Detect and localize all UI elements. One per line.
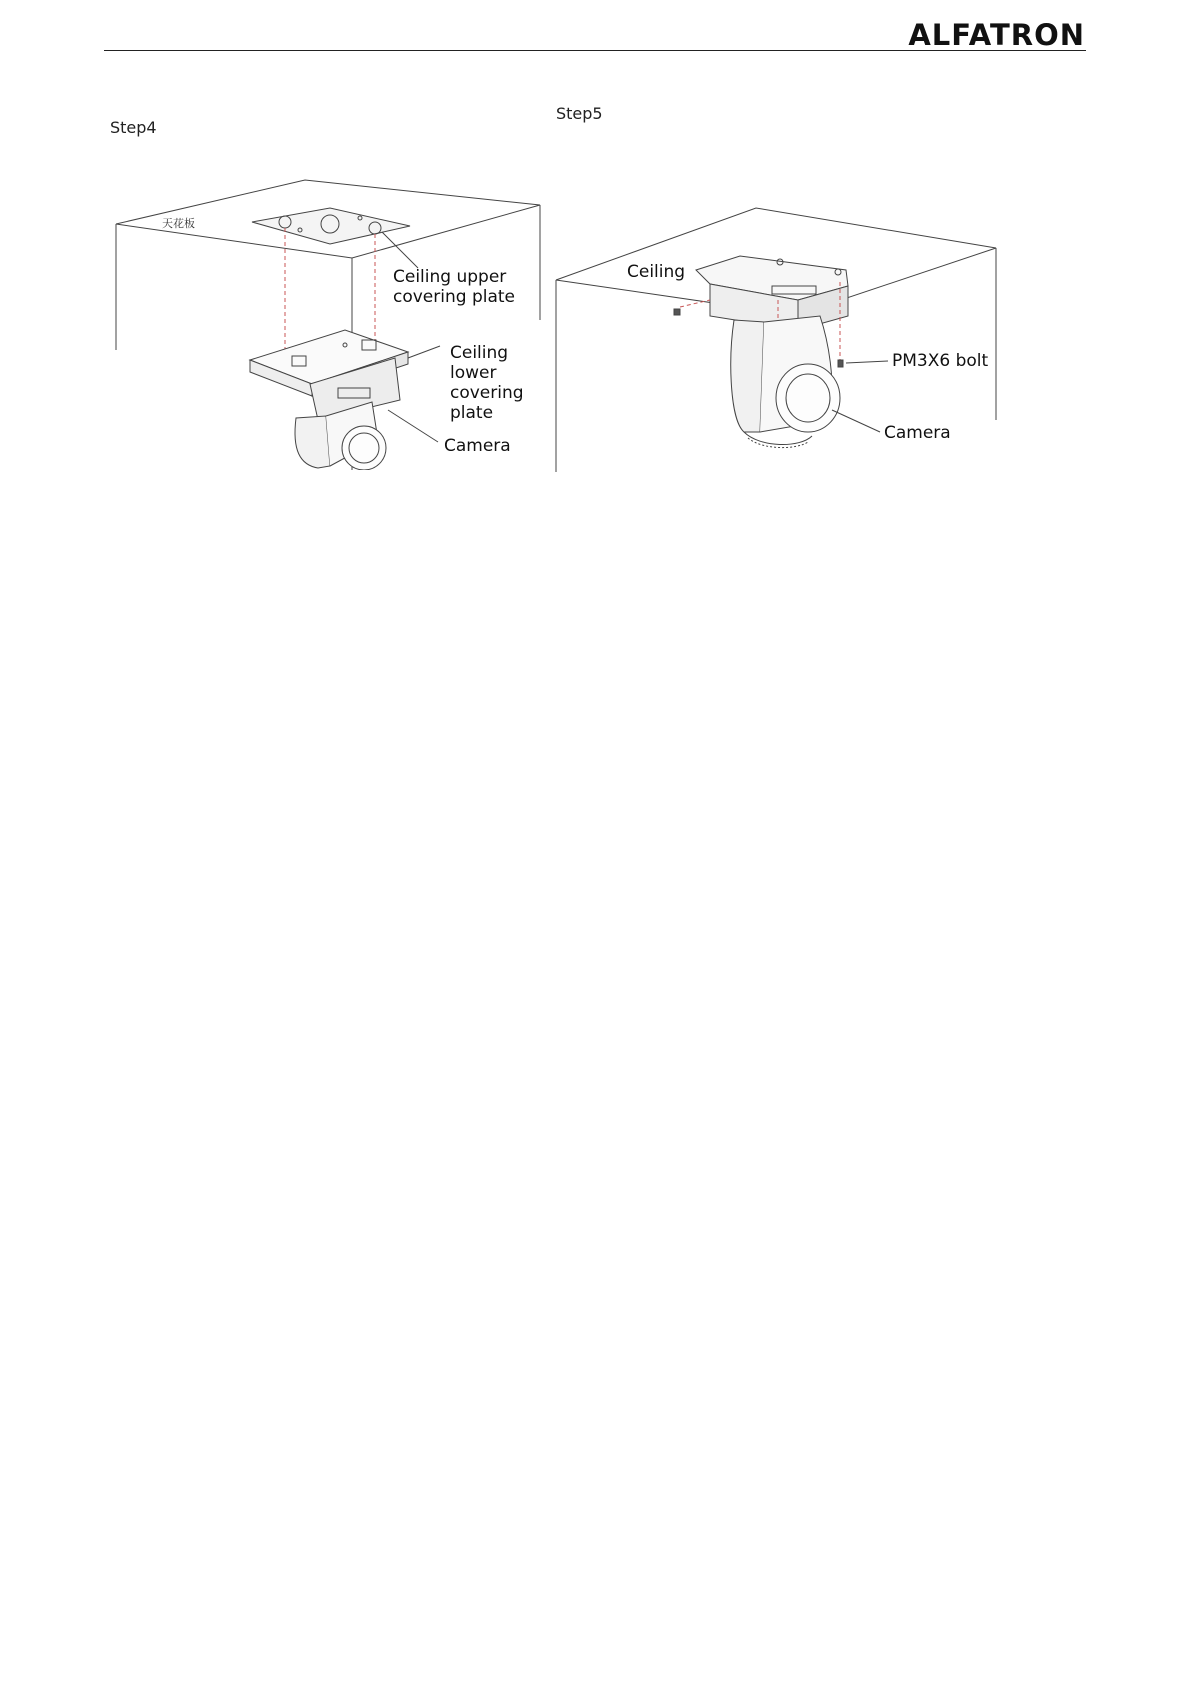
lower-plate-callout-line4: plate — [450, 403, 494, 423]
step4-label: Step4 — [110, 118, 157, 137]
camera-callout-step4: Camera — [444, 436, 511, 456]
camera-body — [731, 320, 764, 432]
step5-illustration — [550, 200, 1010, 475]
brand-logo: ALFATRON — [908, 18, 1085, 52]
lower-plate-callout-line3: covering — [450, 383, 524, 403]
bolt-right — [838, 360, 843, 367]
ceiling-callout-step5: Ceiling — [627, 262, 686, 282]
camera-callout-step5: Camera — [884, 423, 951, 443]
bolt-left — [674, 309, 680, 315]
bolt-callout: PM3X6 bolt — [892, 351, 989, 371]
page-header — [0, 0, 1191, 60]
upper-covering-plate — [252, 208, 410, 244]
ceiling-text-zh: 天花板 — [162, 217, 195, 230]
step4-illustration — [110, 170, 550, 470]
camera-body — [295, 416, 330, 468]
lower-plate-callout-line2: lower — [450, 363, 497, 383]
lower-plate-callout-line1: Ceiling — [450, 343, 509, 363]
guide-line — [680, 300, 710, 307]
upper-plate-callout-line2: covering plate — [393, 287, 516, 307]
header-divider — [104, 50, 1086, 51]
step5-label: Step5 — [556, 104, 603, 123]
upper-plate-callout-line1: Ceiling upper — [393, 267, 507, 287]
